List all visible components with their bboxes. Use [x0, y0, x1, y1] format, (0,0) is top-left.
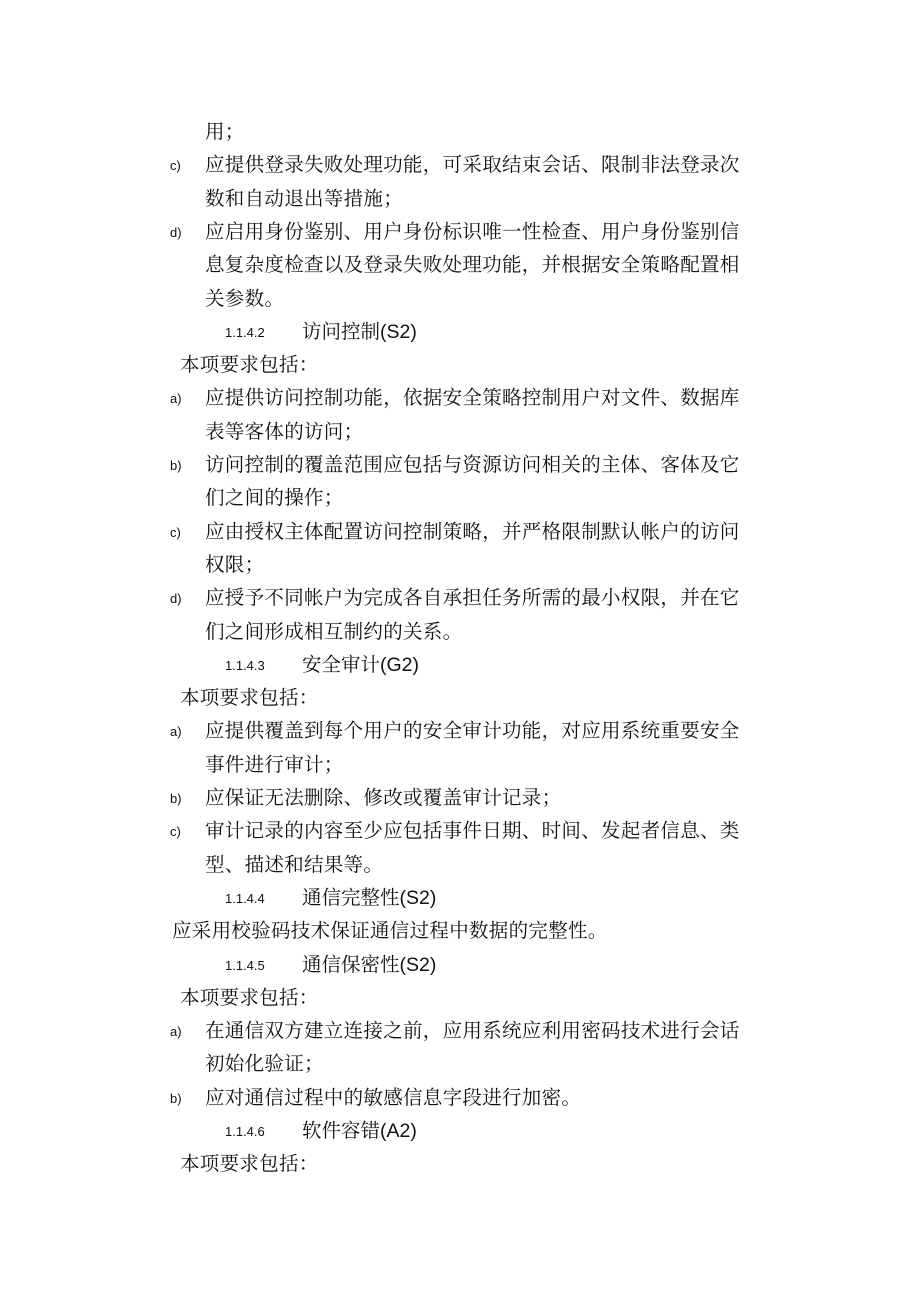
- list-marker: b): [170, 458, 182, 473]
- list-marker: a): [170, 391, 182, 407]
- section-code: (S2): [399, 953, 437, 976]
- list-marker: d): [170, 591, 182, 607]
- list-item-line: 应由授权主体配置访问控制策略，并严格限制默认帐户的访问: [205, 519, 740, 543]
- section-code: (S2): [399, 886, 437, 909]
- list-item-line: 数和自动退出等措施；: [205, 186, 404, 210]
- list-item-line: 在通信双方建立连接之前，应用系统应利用密码技术进行会话: [205, 1019, 740, 1043]
- section-title: 访问控制: [302, 319, 381, 343]
- list-item-line: 审计记录的内容至少应包括事件日期、时间、发起者信息、类: [205, 819, 740, 843]
- list-marker: a): [170, 1024, 182, 1040]
- section-title: 通信保密性: [302, 952, 400, 976]
- section-number: 1.1.4.3: [225, 657, 265, 673]
- list-item-line: 型、描述和结果等。: [205, 852, 384, 876]
- section-code: (A2): [380, 1120, 417, 1142]
- paragraph-line: 应采用校验码技术保证通信过程中数据的完整性。: [172, 919, 608, 943]
- list-item-line: 们之间的操作；: [205, 486, 344, 510]
- list-marker: a): [170, 724, 182, 740]
- section-heading: [302, 881, 436, 915]
- intro-line: 本项要求包括：: [180, 1152, 319, 1176]
- section-number: 1.1.4.4: [225, 890, 265, 906]
- intro-line: 本项要求包括：: [180, 985, 319, 1009]
- list-marker: b): [170, 1090, 182, 1106]
- list-item-line: 事件进行审计；: [205, 752, 344, 776]
- list-item-line: 息复杂度检查以及登录失败处理功能，并根据安全策略配置相: [205, 253, 740, 277]
- list-item-line: 应提供登录失败处理功能，可采取结束会话、限制非法登录次: [205, 153, 740, 177]
- section-heading: [302, 1114, 417, 1148]
- list-item-line: 权限；: [205, 552, 265, 576]
- section-title: 安全审计: [302, 652, 381, 676]
- section-title: 软件容错: [302, 1119, 381, 1142]
- intro-line: 本项要求包括：: [180, 686, 319, 710]
- list-item-line: 应提供覆盖到每个用户的安全审计功能，对应用系统重要安全: [205, 719, 740, 743]
- list-item-line: 应启用身份鉴别、用户身份标识唯一性检查、用户身份鉴别信: [205, 219, 740, 243]
- section-heading: [302, 648, 419, 682]
- section-number: 1.1.4.2: [225, 324, 265, 340]
- list-item-line: 应提供访问控制功能，依据安全策略控制用户对文件、数据库: [205, 386, 740, 410]
- list-item-line: 表等客体的访问；: [205, 419, 364, 443]
- list-item-line: 应保证无法删除、修改或覆盖审计记录；: [205, 786, 562, 809]
- list-marker: c): [170, 524, 181, 540]
- intro-line: 本项要求包括：: [180, 353, 319, 377]
- list-item-line: 们之间形成相互制约的关系。: [205, 619, 463, 643]
- section-number: 1.1.4.6: [225, 1124, 265, 1139]
- section-number: 1.1.4.5: [225, 957, 265, 973]
- list-marker: d): [170, 224, 182, 240]
- section-code: (G2): [380, 653, 420, 676]
- section-heading: [302, 315, 417, 349]
- section-code: (S2): [380, 320, 417, 343]
- continuation-line: 用；: [205, 120, 245, 143]
- list-item-line: 应对通信过程中的敏感信息字段进行加密。: [205, 1085, 582, 1109]
- list-item-line: 初始化验证；: [205, 1052, 324, 1076]
- list-item-line: 访问控制的覆盖范围应包括与资源访问相关的主体、客体及它: [205, 453, 740, 476]
- list-marker: b): [170, 791, 182, 806]
- list-marker: c): [170, 824, 181, 840]
- list-item-line: 关参数。: [205, 286, 285, 310]
- list-item-line: 应授予不同帐户为完成各自承担任务所需的最小权限，并在它: [205, 586, 740, 610]
- section-heading: [302, 948, 436, 982]
- section-title: 通信完整性: [302, 885, 400, 909]
- list-marker: c): [170, 158, 181, 174]
